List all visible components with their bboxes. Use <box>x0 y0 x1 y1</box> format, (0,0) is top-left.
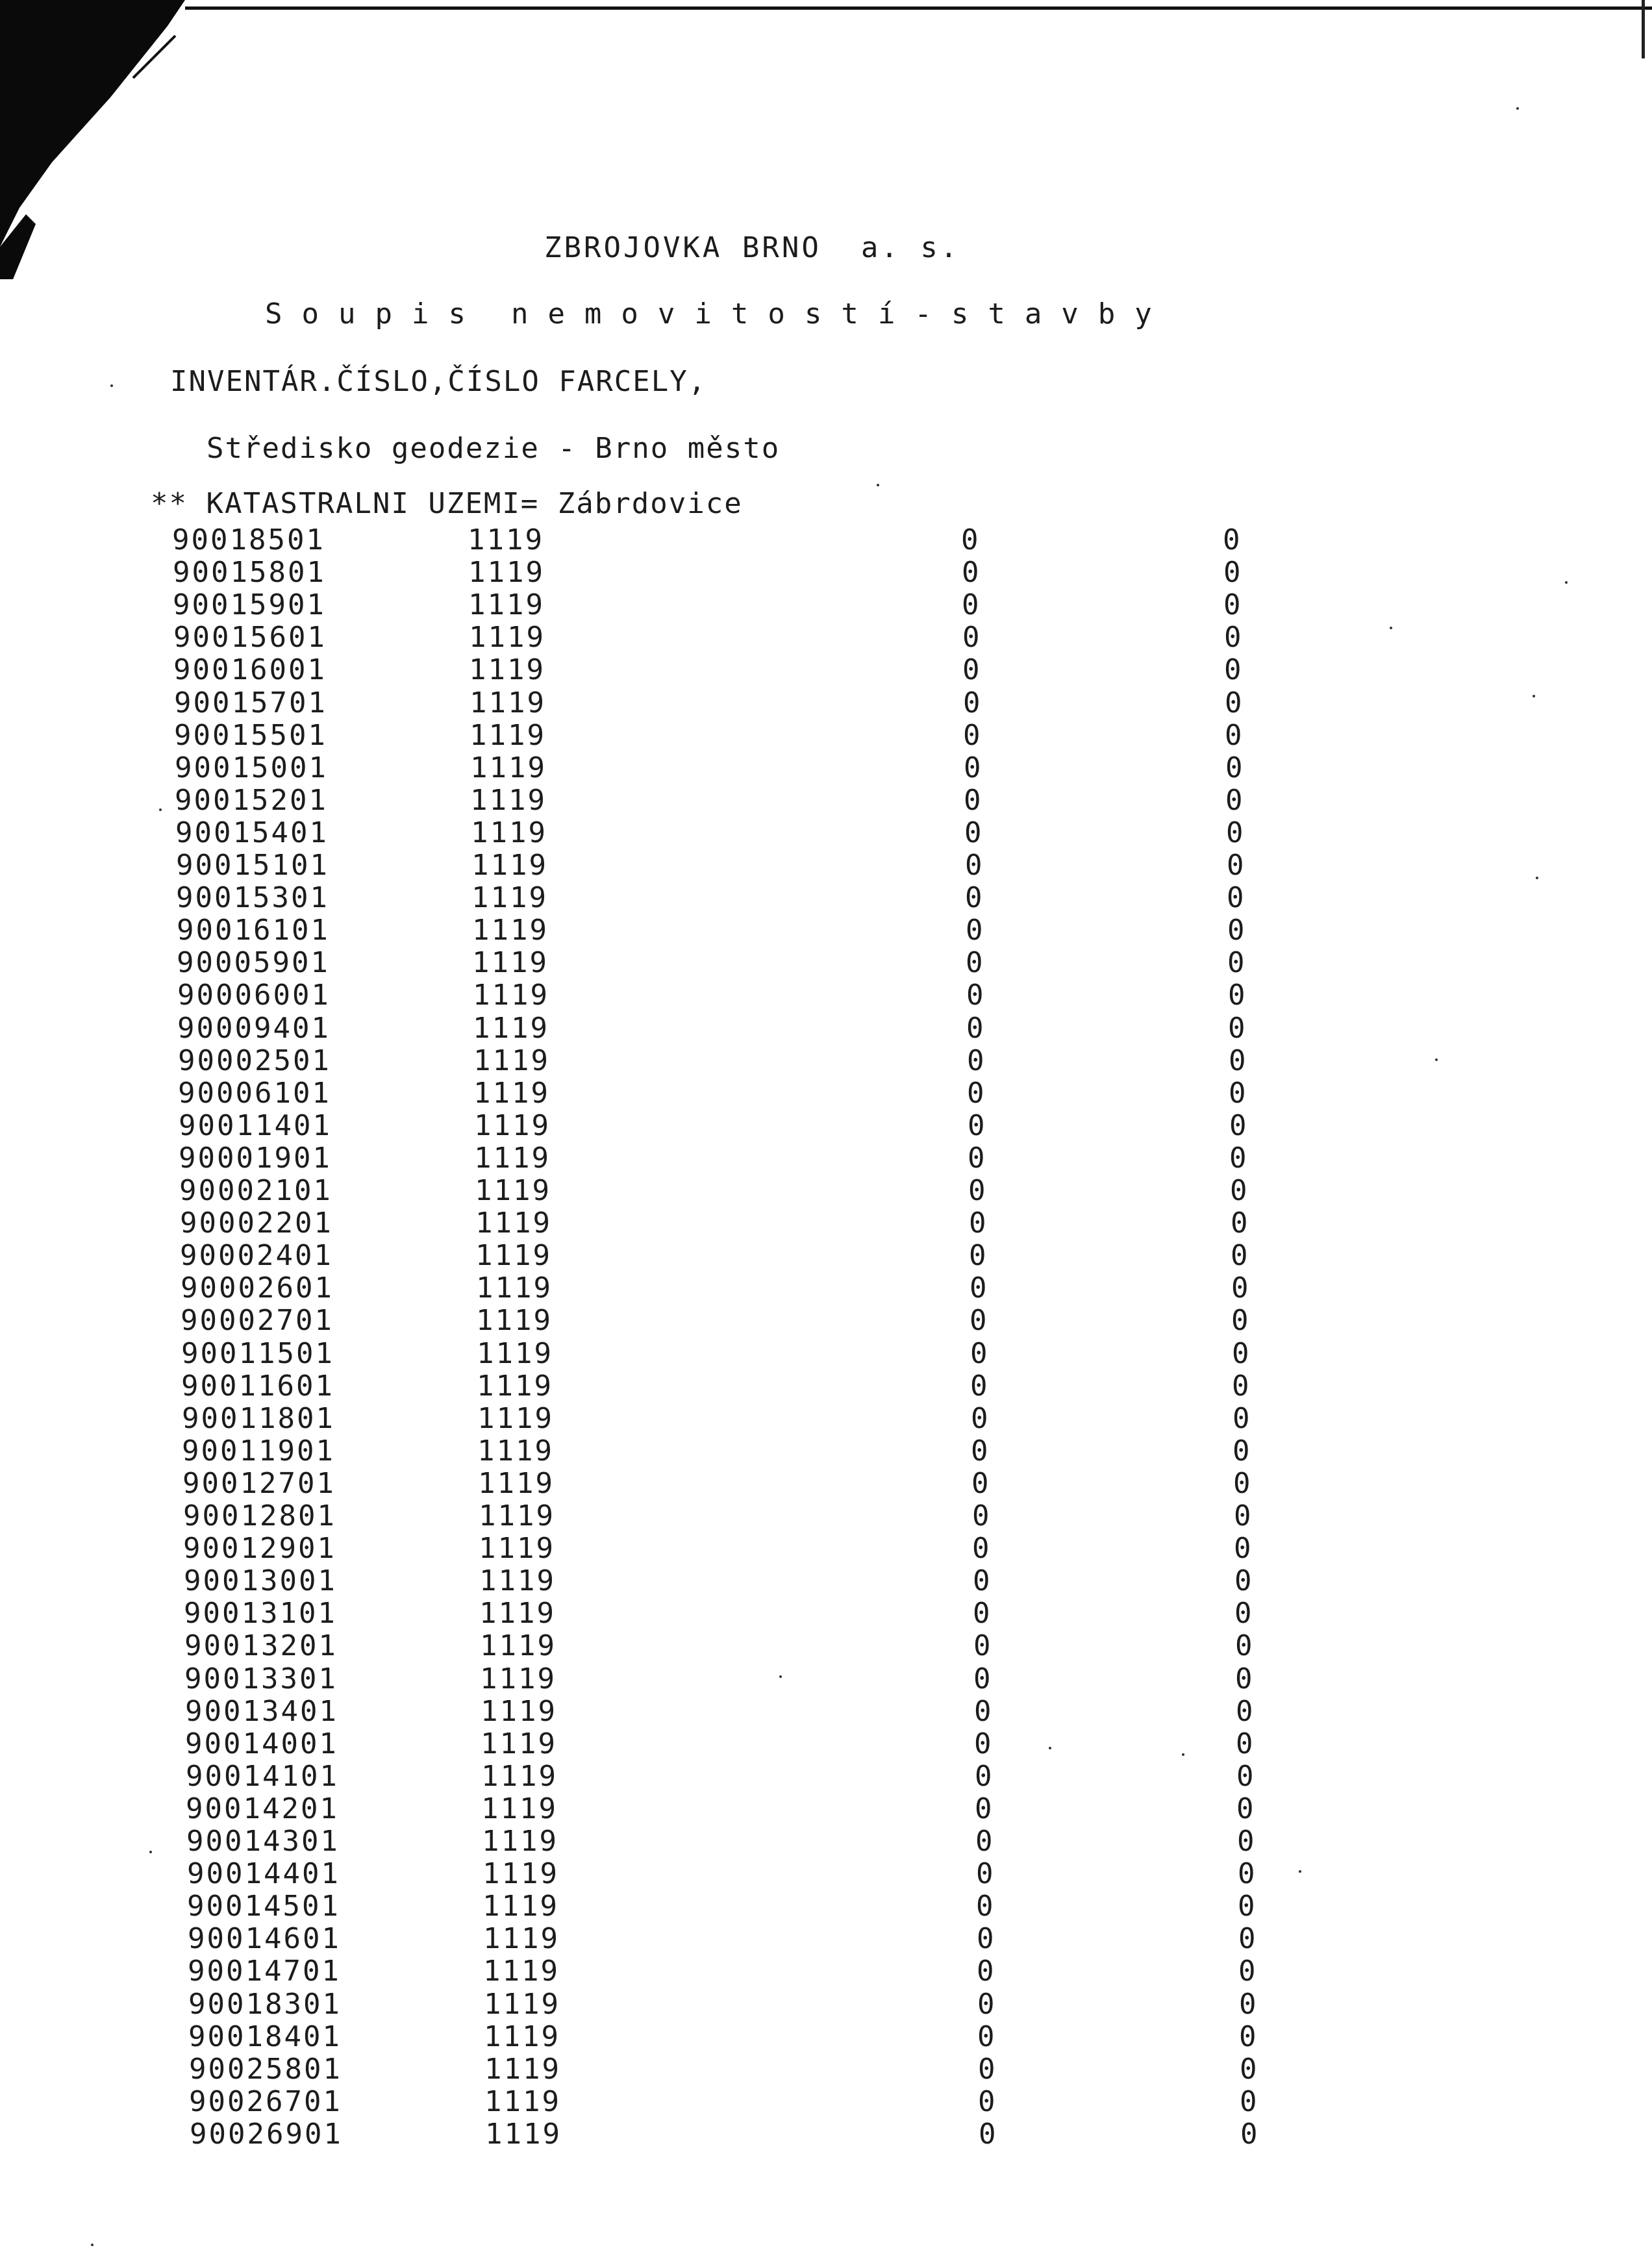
value-column-1: 0 <box>973 1629 993 1662</box>
value-column-2: 0 <box>1232 1370 1251 1403</box>
inventory-number: 90002701 <box>181 1304 334 1337</box>
inventory-number: 90026701 <box>189 2085 342 2118</box>
parcel-number: 1119 <box>484 1988 560 2021</box>
cadastral-area-heading: ** KATASTRALNI UZEMI= Zábrdovice <box>151 487 743 520</box>
office-line: Středisko geodezie - Brno město <box>206 432 781 465</box>
value-column-1: 0 <box>968 1174 988 1207</box>
value-column-1: 0 <box>964 784 983 817</box>
value-column-2: 0 <box>1225 751 1245 784</box>
value-column-1: 0 <box>967 1044 986 1077</box>
value-column-1: 0 <box>964 751 983 784</box>
inventory-number: 90026901 <box>190 2118 343 2151</box>
inventory-number: 90014601 <box>188 1922 341 1955</box>
value-column-1: 0 <box>970 1304 989 1337</box>
scan-right-edge-line <box>1642 0 1645 58</box>
parcel-number: 1119 <box>472 946 549 979</box>
inventory-number: 90015301 <box>176 881 329 914</box>
parcel-number: 1119 <box>484 2053 561 2086</box>
value-column-1: 0 <box>977 1955 996 1988</box>
scan-speck <box>779 1675 782 1678</box>
parcel-number: 1119 <box>478 1467 555 1500</box>
value-column-1: 0 <box>972 1499 992 1533</box>
value-column-2: 0 <box>1238 1955 1258 1988</box>
column-header-line: INVENTÁR.ČÍSLO,ČÍSLO FARCELY, <box>170 365 707 398</box>
inventory-number: 90014501 <box>187 1890 340 1923</box>
value-column-2: 0 <box>1234 1499 1253 1533</box>
parcel-number: 1119 <box>471 881 548 914</box>
value-column-2: 0 <box>1240 2085 1259 2118</box>
inventory-number: 90025801 <box>189 2053 342 2086</box>
value-column-2: 0 <box>1238 1857 1257 1890</box>
inventory-number: 90013301 <box>184 1662 338 1695</box>
parcel-number: 1119 <box>473 1044 550 1077</box>
scan-speck <box>877 484 879 486</box>
parcel-number: 1119 <box>468 588 545 621</box>
inventory-number: 90018401 <box>188 2020 342 2053</box>
value-column-1: 0 <box>961 523 981 557</box>
value-column-1: 0 <box>962 588 981 621</box>
inventory-number: 90014301 <box>186 1825 340 1858</box>
value-column-2: 0 <box>1223 588 1243 621</box>
inventory-number: 90012801 <box>183 1499 336 1533</box>
parcel-number: 1119 <box>485 2118 562 2151</box>
parcel-number: 1119 <box>473 979 549 1012</box>
scan-speck <box>1435 1058 1438 1061</box>
value-column-1: 0 <box>975 1760 994 1793</box>
inventory-number: 90012901 <box>183 1532 336 1565</box>
parcel-number: 1119 <box>479 1499 555 1533</box>
inventory-number: 90016001 <box>173 653 327 686</box>
value-column-1: 0 <box>966 946 985 979</box>
value-column-1: 0 <box>972 1532 992 1565</box>
company-title: ZBROJOVKA BRNO a. s. <box>544 231 960 264</box>
value-column-1: 0 <box>962 621 982 654</box>
value-column-1: 0 <box>979 2118 998 2151</box>
parcel-number: 1119 <box>473 1012 549 1045</box>
parcel-number: 1119 <box>475 1239 552 1272</box>
inventory-number: 90016101 <box>177 914 330 947</box>
value-column-1: 0 <box>969 1207 988 1240</box>
value-column-1: 0 <box>965 849 984 882</box>
inventory-number: 90006101 <box>178 1077 331 1110</box>
value-column-1: 0 <box>973 1597 992 1630</box>
inventory-number: 90012701 <box>182 1467 336 1500</box>
parcel-number: 1119 <box>477 1337 553 1370</box>
scan-speck <box>1299 1870 1301 1873</box>
scan-speck <box>1516 107 1519 110</box>
inventory-number: 90013201 <box>184 1629 338 1662</box>
parcel-number: 1119 <box>476 1304 553 1337</box>
parcel-number: 1119 <box>477 1434 554 1468</box>
parcel-number: 1119 <box>482 1857 559 1890</box>
scan-speck <box>1182 1753 1184 1756</box>
inventory-number: 90006001 <box>177 979 331 1012</box>
parcel-number: 1119 <box>476 1271 553 1305</box>
value-column-2: 0 <box>1231 1271 1251 1305</box>
parcel-number: 1119 <box>479 1532 555 1565</box>
parcel-number: 1119 <box>482 1825 558 1858</box>
value-column-2: 0 <box>1227 881 1246 914</box>
parcel-number: 1119 <box>481 1695 557 1728</box>
subtitle-word-nemovitosti: nemovitostí-stavby <box>510 297 1171 331</box>
value-column-2: 0 <box>1236 1792 1256 1825</box>
value-column-2: 0 <box>1236 1760 1256 1793</box>
inventory-number: 90015201 <box>175 784 328 817</box>
scan-speck <box>91 2244 94 2246</box>
scan-speck <box>1565 581 1568 584</box>
inventory-number: 90015701 <box>174 686 327 719</box>
value-column-2: 0 <box>1228 1012 1247 1045</box>
value-column-2: 0 <box>1227 914 1247 947</box>
value-column-1: 0 <box>962 653 982 686</box>
inventory-number: 90011901 <box>182 1434 335 1468</box>
parcel-number: 1119 <box>475 1207 552 1240</box>
parcel-number: 1119 <box>483 1955 560 1988</box>
value-column-2: 0 <box>1231 1304 1251 1337</box>
scan-top-edge-line <box>185 6 1652 10</box>
value-column-2: 0 <box>1228 979 1247 1012</box>
inventory-number: 90011801 <box>182 1402 335 1435</box>
value-column-2: 0 <box>1224 653 1244 686</box>
value-column-1: 0 <box>966 979 986 1012</box>
value-column-2: 0 <box>1235 1662 1255 1695</box>
scan-speck <box>1533 695 1535 697</box>
value-column-2: 0 <box>1236 1727 1255 1760</box>
inventory-number: 90015001 <box>175 751 328 784</box>
inventory-number: 90014001 <box>185 1727 338 1760</box>
value-column-2: 0 <box>1234 1532 1253 1565</box>
inventory-number: 90001901 <box>179 1142 332 1175</box>
parcel-number: 1119 <box>469 719 546 752</box>
value-column-2: 0 <box>1231 1207 1250 1240</box>
inventory-number: 90015801 <box>173 556 326 589</box>
value-column-2: 0 <box>1233 1434 1252 1468</box>
parcel-number: 1119 <box>471 816 547 849</box>
value-column-2: 0 <box>1225 686 1244 719</box>
value-column-1: 0 <box>976 1890 995 1923</box>
parcel-number: 1119 <box>484 2085 561 2118</box>
parcel-number: 1119 <box>479 1597 556 1630</box>
parcel-number: 1119 <box>469 686 546 719</box>
value-column-2: 0 <box>1240 2053 1259 2086</box>
value-column-1: 0 <box>971 1402 990 1435</box>
inventory-number: 90015901 <box>173 588 326 621</box>
value-column-2: 0 <box>1229 1109 1249 1142</box>
scan-speck <box>1536 877 1538 879</box>
value-column-1: 0 <box>977 1922 996 1955</box>
value-column-1: 0 <box>963 686 982 719</box>
value-column-1: 0 <box>978 2085 997 2118</box>
value-column-2: 0 <box>1237 1825 1257 1858</box>
scan-speck <box>1390 627 1392 629</box>
parcel-number: 1119 <box>480 1662 557 1695</box>
inventory-number: 90009401 <box>177 1012 331 1045</box>
value-column-1: 0 <box>967 1077 986 1110</box>
inventory-number: 90015501 <box>174 719 327 752</box>
value-column-1: 0 <box>975 1792 994 1825</box>
inventory-number: 90013001 <box>184 1564 337 1597</box>
inventory-number: 90011601 <box>181 1370 334 1403</box>
parcel-number: 1119 <box>481 1792 558 1825</box>
scan-speck <box>149 1851 152 1853</box>
value-column-1: 0 <box>963 719 982 752</box>
inventory-number: 90015101 <box>176 849 329 882</box>
inventory-number: 90011401 <box>179 1109 332 1142</box>
inventory-number: 90014201 <box>186 1792 339 1825</box>
parcel-number: 1119 <box>472 914 549 947</box>
value-column-2: 0 <box>1231 1239 1250 1272</box>
value-column-1: 0 <box>968 1142 987 1175</box>
parcel-number: 1119 <box>468 523 544 557</box>
value-column-1: 0 <box>964 816 984 849</box>
parcel-number: 1119 <box>483 1922 560 1955</box>
value-column-2: 0 <box>1225 784 1245 817</box>
value-column-2: 0 <box>1236 1695 1255 1728</box>
parcel-number: 1119 <box>473 1077 550 1110</box>
value-column-1: 0 <box>962 556 981 589</box>
inventory-number: 90014101 <box>186 1760 339 1793</box>
parcel-number: 1119 <box>484 2020 560 2053</box>
parcel-number: 1119 <box>471 849 548 882</box>
value-column-1: 0 <box>974 1727 994 1760</box>
parcel-number: 1119 <box>477 1370 553 1403</box>
value-column-2: 0 <box>1229 1044 1248 1077</box>
value-column-1: 0 <box>966 914 985 947</box>
inventory-number: 90018301 <box>188 1988 342 2021</box>
inventory-number: 90002101 <box>179 1174 332 1207</box>
parcel-number: 1119 <box>475 1174 551 1207</box>
parcel-number: 1119 <box>470 784 547 817</box>
scanner-shadow-edge <box>0 0 195 279</box>
parcel-number: 1119 <box>480 1629 557 1662</box>
parcel-number: 1119 <box>481 1760 558 1793</box>
parcel-number: 1119 <box>474 1142 551 1175</box>
value-column-1: 0 <box>969 1239 988 1272</box>
value-column-1: 0 <box>970 1337 990 1370</box>
parcel-number: 1119 <box>481 1727 557 1760</box>
inventory-number: 90002601 <box>181 1271 334 1305</box>
value-column-2: 0 <box>1232 1337 1251 1370</box>
value-column-1: 0 <box>973 1662 993 1695</box>
parcel-number: 1119 <box>474 1109 551 1142</box>
value-column-2: 0 <box>1240 2118 1260 2151</box>
scan-speck <box>110 384 113 387</box>
inventory-number: 90015401 <box>175 816 329 849</box>
value-column-2: 0 <box>1223 556 1243 589</box>
value-column-2: 0 <box>1234 1564 1254 1597</box>
value-column-1: 0 <box>965 881 984 914</box>
value-column-1: 0 <box>966 1012 986 1045</box>
inventory-number: 90014701 <box>188 1955 341 1988</box>
scan-speck <box>159 808 162 811</box>
value-column-1: 0 <box>973 1564 992 1597</box>
value-column-1: 0 <box>976 1857 995 1890</box>
value-column-2: 0 <box>1227 946 1247 979</box>
inventory-number: 90014401 <box>187 1857 340 1890</box>
value-column-2: 0 <box>1239 1988 1258 2021</box>
subtitle-word-soupis: Soupis <box>265 297 485 331</box>
value-column-1: 0 <box>977 2020 997 2053</box>
value-column-2: 0 <box>1238 1922 1258 1955</box>
scan-speck <box>1049 1747 1051 1749</box>
parcel-number: 1119 <box>477 1402 554 1435</box>
value-column-1: 0 <box>968 1109 987 1142</box>
inventory-number: 90002501 <box>178 1044 331 1077</box>
inventory-number: 90002401 <box>180 1239 333 1272</box>
value-column-2: 0 <box>1238 1890 1257 1923</box>
value-column-2: 0 <box>1233 1402 1252 1435</box>
inventory-number: 90013401 <box>185 1695 338 1728</box>
parcel-number: 1119 <box>482 1890 559 1923</box>
value-column-1: 0 <box>975 1825 995 1858</box>
value-column-2: 0 <box>1225 719 1244 752</box>
value-column-1: 0 <box>970 1271 989 1305</box>
inventory-number: 90011501 <box>181 1337 334 1370</box>
value-column-2: 0 <box>1226 816 1245 849</box>
inventory-number: 90013101 <box>184 1597 337 1630</box>
parcel-number: 1119 <box>470 751 547 784</box>
value-column-2: 0 <box>1224 621 1244 654</box>
document-subtitle <box>265 297 1171 331</box>
inventory-number: 90018501 <box>172 523 325 557</box>
value-column-2: 0 <box>1235 1629 1255 1662</box>
value-column-2: 0 <box>1230 1174 1249 1207</box>
value-column-1: 0 <box>977 1988 997 2021</box>
value-column-1: 0 <box>978 2053 997 2086</box>
value-column-1: 0 <box>971 1467 991 1500</box>
value-column-1: 0 <box>970 1370 990 1403</box>
value-column-2: 0 <box>1233 1467 1253 1500</box>
parcel-number: 1119 <box>468 556 545 589</box>
value-column-1: 0 <box>971 1434 990 1468</box>
inventory-number: 90002201 <box>180 1207 333 1240</box>
inventory-number: 90005901 <box>177 946 330 979</box>
parcel-number: 1119 <box>469 653 545 686</box>
value-column-2: 0 <box>1234 1597 1254 1630</box>
inventory-number: 90015601 <box>173 621 327 654</box>
value-column-2: 0 <box>1229 1142 1249 1175</box>
value-column-1: 0 <box>974 1695 994 1728</box>
value-column-2: 0 <box>1229 1077 1248 1110</box>
parcel-number: 1119 <box>469 621 545 654</box>
value-column-2: 0 <box>1227 849 1246 882</box>
value-column-2: 0 <box>1239 2020 1258 2053</box>
value-column-2: 0 <box>1223 523 1242 557</box>
parcel-number: 1119 <box>479 1564 556 1597</box>
